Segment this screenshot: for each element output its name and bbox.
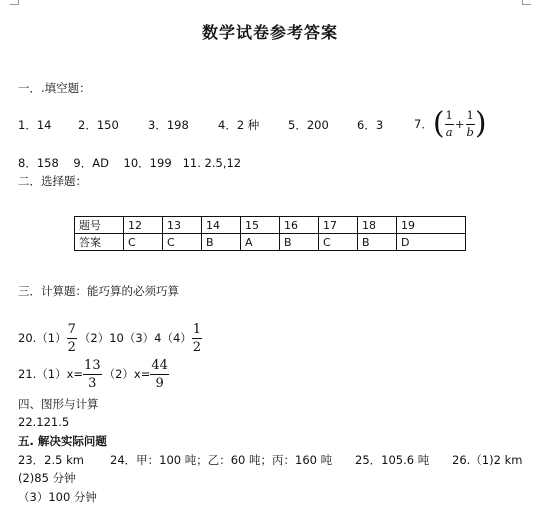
answer-value: 198 — [166, 118, 189, 132]
table-cell: B — [358, 234, 397, 251]
table-header-cell: 题号 — [75, 217, 124, 234]
answer-text: （2）x= — [103, 367, 151, 381]
answer-26-part-2: (2)85 分钟 — [18, 471, 76, 485]
table-row-numbers — [75, 217, 466, 234]
answer-2 — [78, 117, 119, 133]
answer-7 — [414, 104, 487, 144]
table-cell: 13 — [163, 217, 202, 234]
answer-4 — [218, 117, 259, 133]
answer-text: （2）10（3）4（4） — [78, 331, 192, 345]
denominator: 3 — [88, 375, 97, 391]
numerator: 7 — [67, 321, 76, 337]
table-cell: C — [124, 234, 163, 251]
numerator: 1 — [466, 110, 475, 125]
page-corner-mark-left — [10, 0, 19, 5]
table-cell: B — [202, 234, 241, 251]
answer-value: 14 — [36, 118, 52, 132]
table-header-cell: 答案 — [75, 234, 124, 251]
fraction-1-over-a — [445, 110, 454, 138]
answer-3 — [148, 117, 189, 133]
answers-8-to-11: 8．158 9．AD 10．199 11. 2.5,12 — [18, 156, 242, 170]
page-corner-mark-right — [522, 0, 531, 5]
fraction-1-over-2 — [192, 323, 202, 354]
table-cell: 17 — [319, 217, 358, 234]
fraction-44-over-9 — [150, 359, 169, 390]
denominator: 2 — [192, 339, 202, 355]
numerator: 44 — [151, 357, 168, 373]
answer-1 — [18, 117, 51, 133]
section-4-heading: 四、图形与计算 — [18, 397, 99, 411]
choice-answer-table — [74, 216, 466, 251]
denominator: 2 — [67, 339, 76, 355]
table-cell: 18 — [358, 217, 397, 234]
answer-number: 1． — [18, 118, 37, 132]
answer-label: 21.（1）x= — [18, 367, 84, 381]
answer-label: 20.（1） — [18, 331, 67, 345]
answer-value: 200 — [306, 118, 329, 132]
left-paren: ( — [432, 106, 445, 141]
table-cell: B — [280, 234, 319, 251]
numerator: 13 — [84, 357, 101, 373]
answer-number: 7． — [414, 117, 433, 131]
answer-number: 5． — [288, 118, 307, 132]
answer-number: 4． — [218, 118, 237, 132]
answer-5 — [288, 117, 329, 133]
section-2-heading: 二．选择题： — [18, 174, 87, 188]
table-cell: D — [397, 234, 466, 251]
answer-22: 22.121.5 — [18, 415, 70, 429]
table-cell: C — [319, 234, 358, 251]
fraction-1-over-b — [466, 110, 475, 138]
denominator: b — [466, 124, 474, 139]
page-title: 数学试卷参考答案 — [201, 23, 338, 42]
section-5-heading: 五. 解决实际问题 — [18, 434, 107, 448]
section-1-heading: 一．.填空题： — [18, 81, 91, 95]
table-cell: 15 — [241, 217, 280, 234]
answer-value: 3 — [375, 118, 384, 132]
answer-26-part-3: （3）100 分钟 — [18, 490, 97, 504]
answer-26-part-1: 26.（1)2 km — [452, 453, 523, 467]
table-cell: 19 — [397, 217, 466, 234]
answer-number: 6． — [357, 118, 376, 132]
plus-sign: + — [454, 117, 465, 131]
table-row-answers — [75, 234, 466, 251]
table-cell: 16 — [280, 217, 319, 234]
answer-value: 150 — [96, 118, 119, 132]
section-3-heading: 三．计算题：能巧算的必须巧算 — [18, 284, 179, 298]
numerator: 1 — [192, 321, 202, 337]
right-paren: ) — [474, 106, 487, 141]
answer-number: 2． — [78, 118, 97, 132]
answer-20 — [18, 318, 202, 358]
table-cell: 14 — [202, 217, 241, 234]
fraction-7-over-2 — [67, 323, 77, 354]
answer-24: 24．甲：100 吨；乙：60 吨；丙：160 吨 — [110, 453, 333, 467]
answer-6 — [357, 117, 383, 133]
table-cell: 12 — [124, 217, 163, 234]
denominator: 9 — [155, 375, 164, 391]
denominator: a — [445, 124, 453, 139]
numerator: 1 — [445, 110, 454, 125]
answer-number: 3． — [148, 118, 167, 132]
answer-21 — [18, 355, 169, 393]
table-cell: A — [241, 234, 280, 251]
fraction-13-over-3 — [83, 359, 102, 390]
table-cell: C — [163, 234, 202, 251]
answer-value: 2 种 — [236, 118, 260, 132]
answer-23: 23．2.5 km — [18, 453, 84, 467]
answer-25: 25．105.6 吨 — [355, 453, 430, 467]
